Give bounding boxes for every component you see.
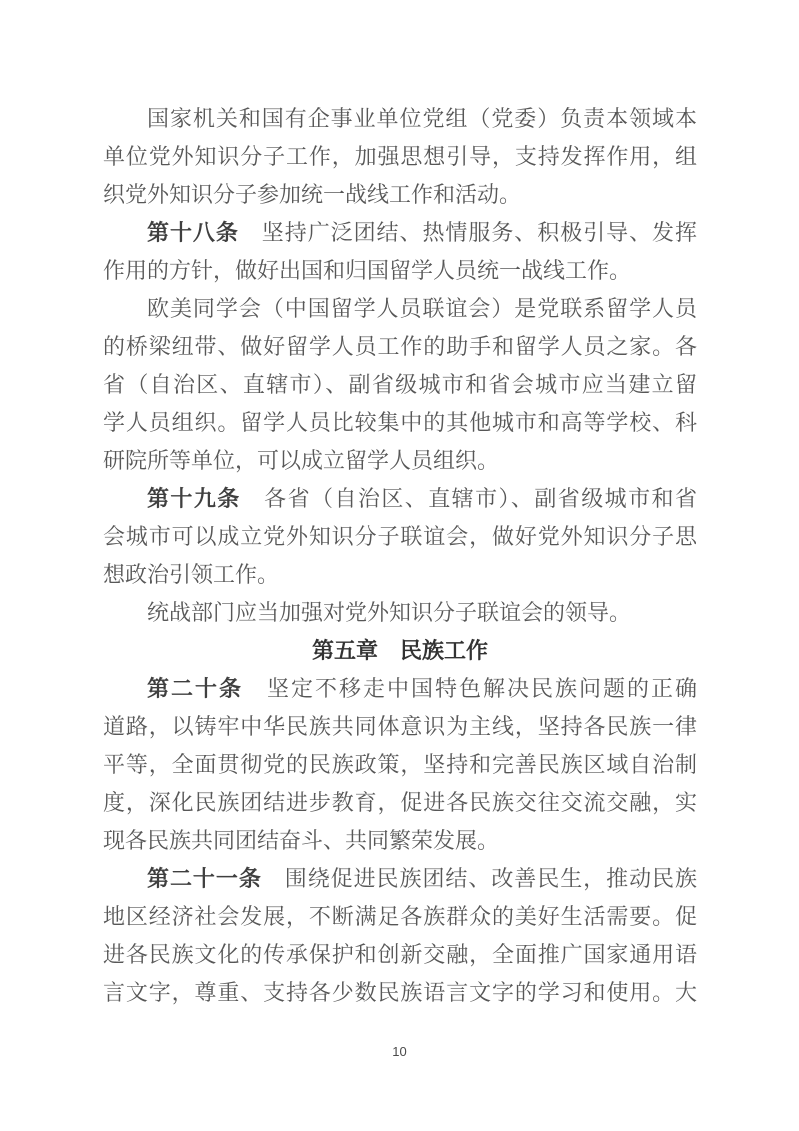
page-footer [0,1042,799,1062]
text-line: 单位党外知识分子工作，加强思想引导，支持发挥作用，组 [103,144,697,169]
text-line: 第十九条 各省（自治区、直辖市）、副省级城市和省 [147,486,697,511]
text-line: 现各民族共同团结奋斗、共同繁荣发展。 [103,828,500,853]
article-number: 第十八条 [147,220,239,245]
text-line: 度，深化民族团结进步教育，促进各民族交往交流交融，实 [103,790,697,815]
text-line: 省（自治区、直辖市）、副省级城市和省会城市应当建立留 [103,372,697,397]
article-number: 第十九条 [147,486,241,511]
article-number: 第二十条 [147,676,243,701]
text-line: 想政治引领工作。 [103,562,280,587]
text-line: 第十八条 坚持广泛团结、热情服务、积极引导、发挥 [147,220,697,245]
text-line: 统战部门应当加强对党外知识分子联谊会的领导。 [147,600,632,625]
text-line: 平等，全面贯彻党的民族政策，坚持和完善民族区域自治制 [103,752,697,777]
text-line: 研院所等单位，可以成立留学人员组织。 [103,448,500,473]
chapter-heading: 第五章 民族工作 [311,638,488,663]
text-line: 地区经济社会发展，不断满足各族群众的美好生活需要。促 [103,904,697,929]
document-content [103,100,697,1012]
text-line: 道路，以铸牢中华民族共同体意识为主线，坚持各民族一律 [103,714,697,739]
text-line: 会城市可以成立党外知识分子联谊会，做好党外知识分子思 [103,524,697,549]
text-line: 的桥梁纽带、做好留学人员工作的助手和留学人员之家。各 [103,334,697,359]
text-line: 织党外知识分子参加统一战线工作和活动。 [103,182,522,207]
text-line: 学人员组织。留学人员比较集中的其他城市和高等学校、科 [103,410,697,435]
text-line: 第二十条 坚定不移走中国特色解决民族问题的正确 [147,676,697,701]
article-number: 第二十一条 [147,866,262,891]
text-line: 言文字，尊重、支持各少数民族语言文字的学习和使用。大 [103,980,697,1005]
text-line: 国家机关和国有企事业单位党组（党委）负责本领域本 [147,106,697,131]
text-line: 欧美同学会（中国留学人员联谊会）是党联系留学人员 [147,296,697,321]
text-line: 第二十一条 围绕促进民族团结、改善民生，推动民族 [147,866,697,891]
text-line: 进各民族文化的传承保护和创新交融，全面推广国家通用语 [103,942,697,967]
text-line: 作用的方针，做好出国和归国留学人员统一战线工作。 [103,258,632,283]
page-number: 10 [392,1044,407,1059]
